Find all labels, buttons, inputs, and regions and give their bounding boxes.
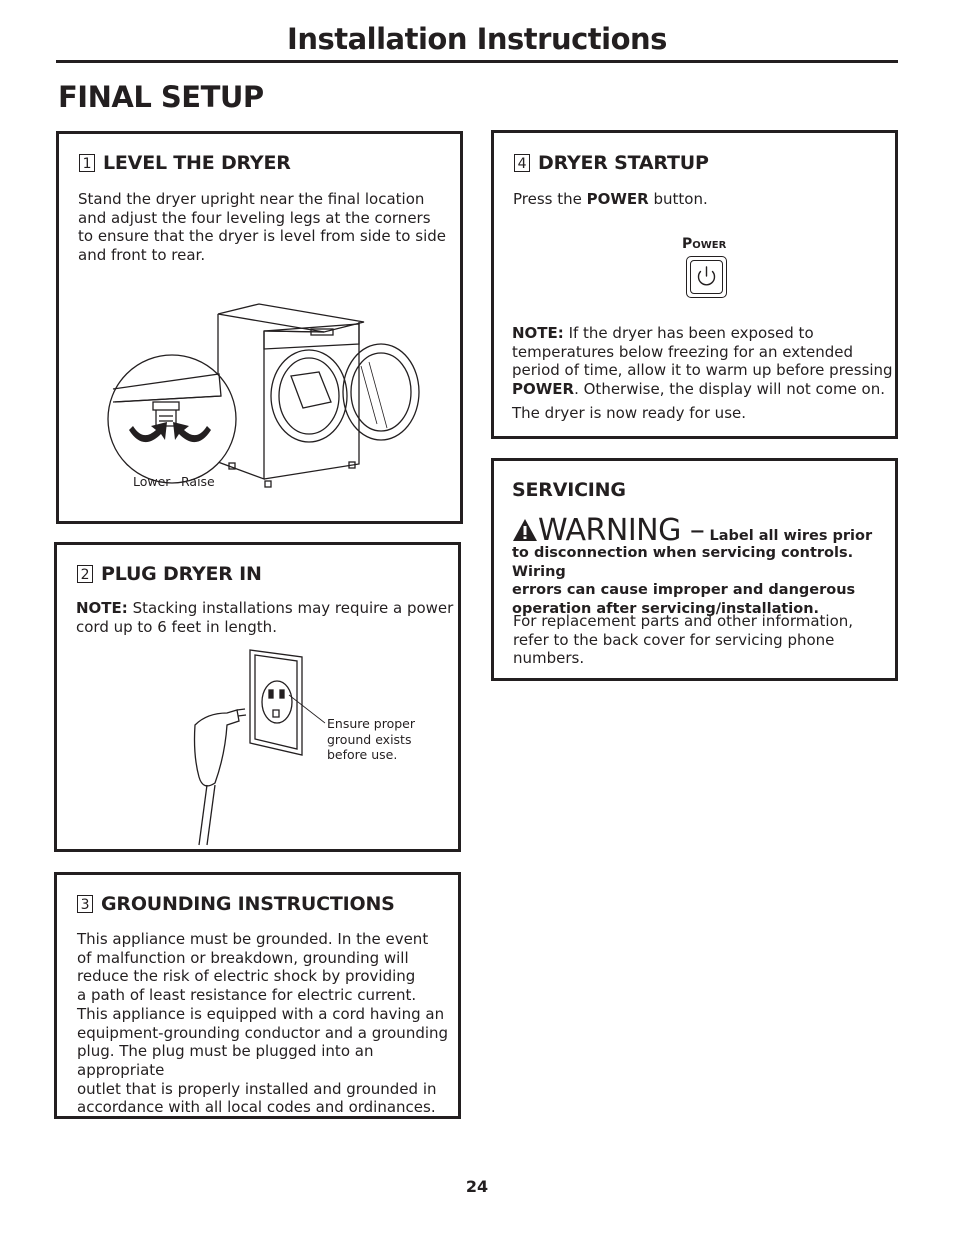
level-dryer-text: Stand the dryer upright near the final location and adjust the four leveling legs at the corners to ensure that the dryer is level from side to side and front to rear. xyxy=(78,190,446,265)
power-caption: Power xyxy=(682,236,727,252)
plug-dryer-box xyxy=(54,542,461,852)
dryer-illustration xyxy=(59,134,466,527)
power-icon xyxy=(686,256,727,298)
plug-dryer-title: PLUG DRYER IN xyxy=(101,563,262,585)
level-dryer-title: LEVEL THE DRYER xyxy=(103,152,291,174)
power-button[interactable] xyxy=(686,256,727,298)
press-power-text: Press the POWER button. xyxy=(513,190,708,208)
step-number: 1 xyxy=(79,154,95,172)
note-label: NOTE: xyxy=(76,599,128,617)
servicing-box xyxy=(491,458,898,681)
warning-block: WARNING – Label all wires prior to disconnection when servicing controls. Wiring errors can cause improper and dangerous operation after servicing/installation. xyxy=(512,513,873,617)
page-number: 24 xyxy=(465,1177,489,1196)
header-rule xyxy=(56,60,898,63)
ready-text: The dryer is now ready for use. xyxy=(512,404,747,422)
step-number: 2 xyxy=(77,565,93,583)
plug-note: NOTE: Stacking installations may require a power cord up to 6 feet in length. xyxy=(76,599,454,636)
dryer-startup-heading xyxy=(514,152,709,174)
servicing-title: SERVICING xyxy=(512,479,626,501)
grounding-title: GROUNDING INSTRUCTIONS xyxy=(101,893,395,915)
level-dryer-box xyxy=(56,131,463,524)
servicing-text: For replacement parts and other information, refer to the back cover for servicing phone numbers. xyxy=(513,612,854,668)
header-title: Installation Instructions xyxy=(287,22,667,56)
step-number: 3 xyxy=(77,895,93,913)
grounding-text: This appliance must be grounded. In the event of malfunction or breakdown, grounding will reduce the risk of electric shock by providing a path of least resistance for electric current. This appliance is equipped with a cord having an equipment-grounding conductor and a grounding plug. The plug must be plugged into an appropriate outlet that is properly installed and grounded in accordance with all local codes and ordinances. xyxy=(77,930,449,1117)
ground-callout: Ensure proper ground exists before use. xyxy=(327,716,415,762)
startup-note: NOTE: If the dryer has been exposed to temperatures below freezing for an extended period of time, allow it to warm up before pressing POWER. Otherwise, the display will not come on. xyxy=(512,324,893,399)
warning-word: WARNING – xyxy=(538,513,705,548)
dryer-startup-box xyxy=(491,130,898,439)
step-number: 4 xyxy=(514,154,530,172)
grounding-heading xyxy=(77,893,395,915)
section-title: FINAL SETUP xyxy=(58,80,264,114)
grounding-box xyxy=(54,872,461,1119)
lower-label: Lower xyxy=(133,474,171,489)
raise-label: Raise xyxy=(181,474,215,489)
dryer-startup-title: DRYER STARTUP xyxy=(538,152,709,174)
warning-triangle-icon xyxy=(512,518,538,542)
outlet-plug-illustration xyxy=(57,545,464,855)
